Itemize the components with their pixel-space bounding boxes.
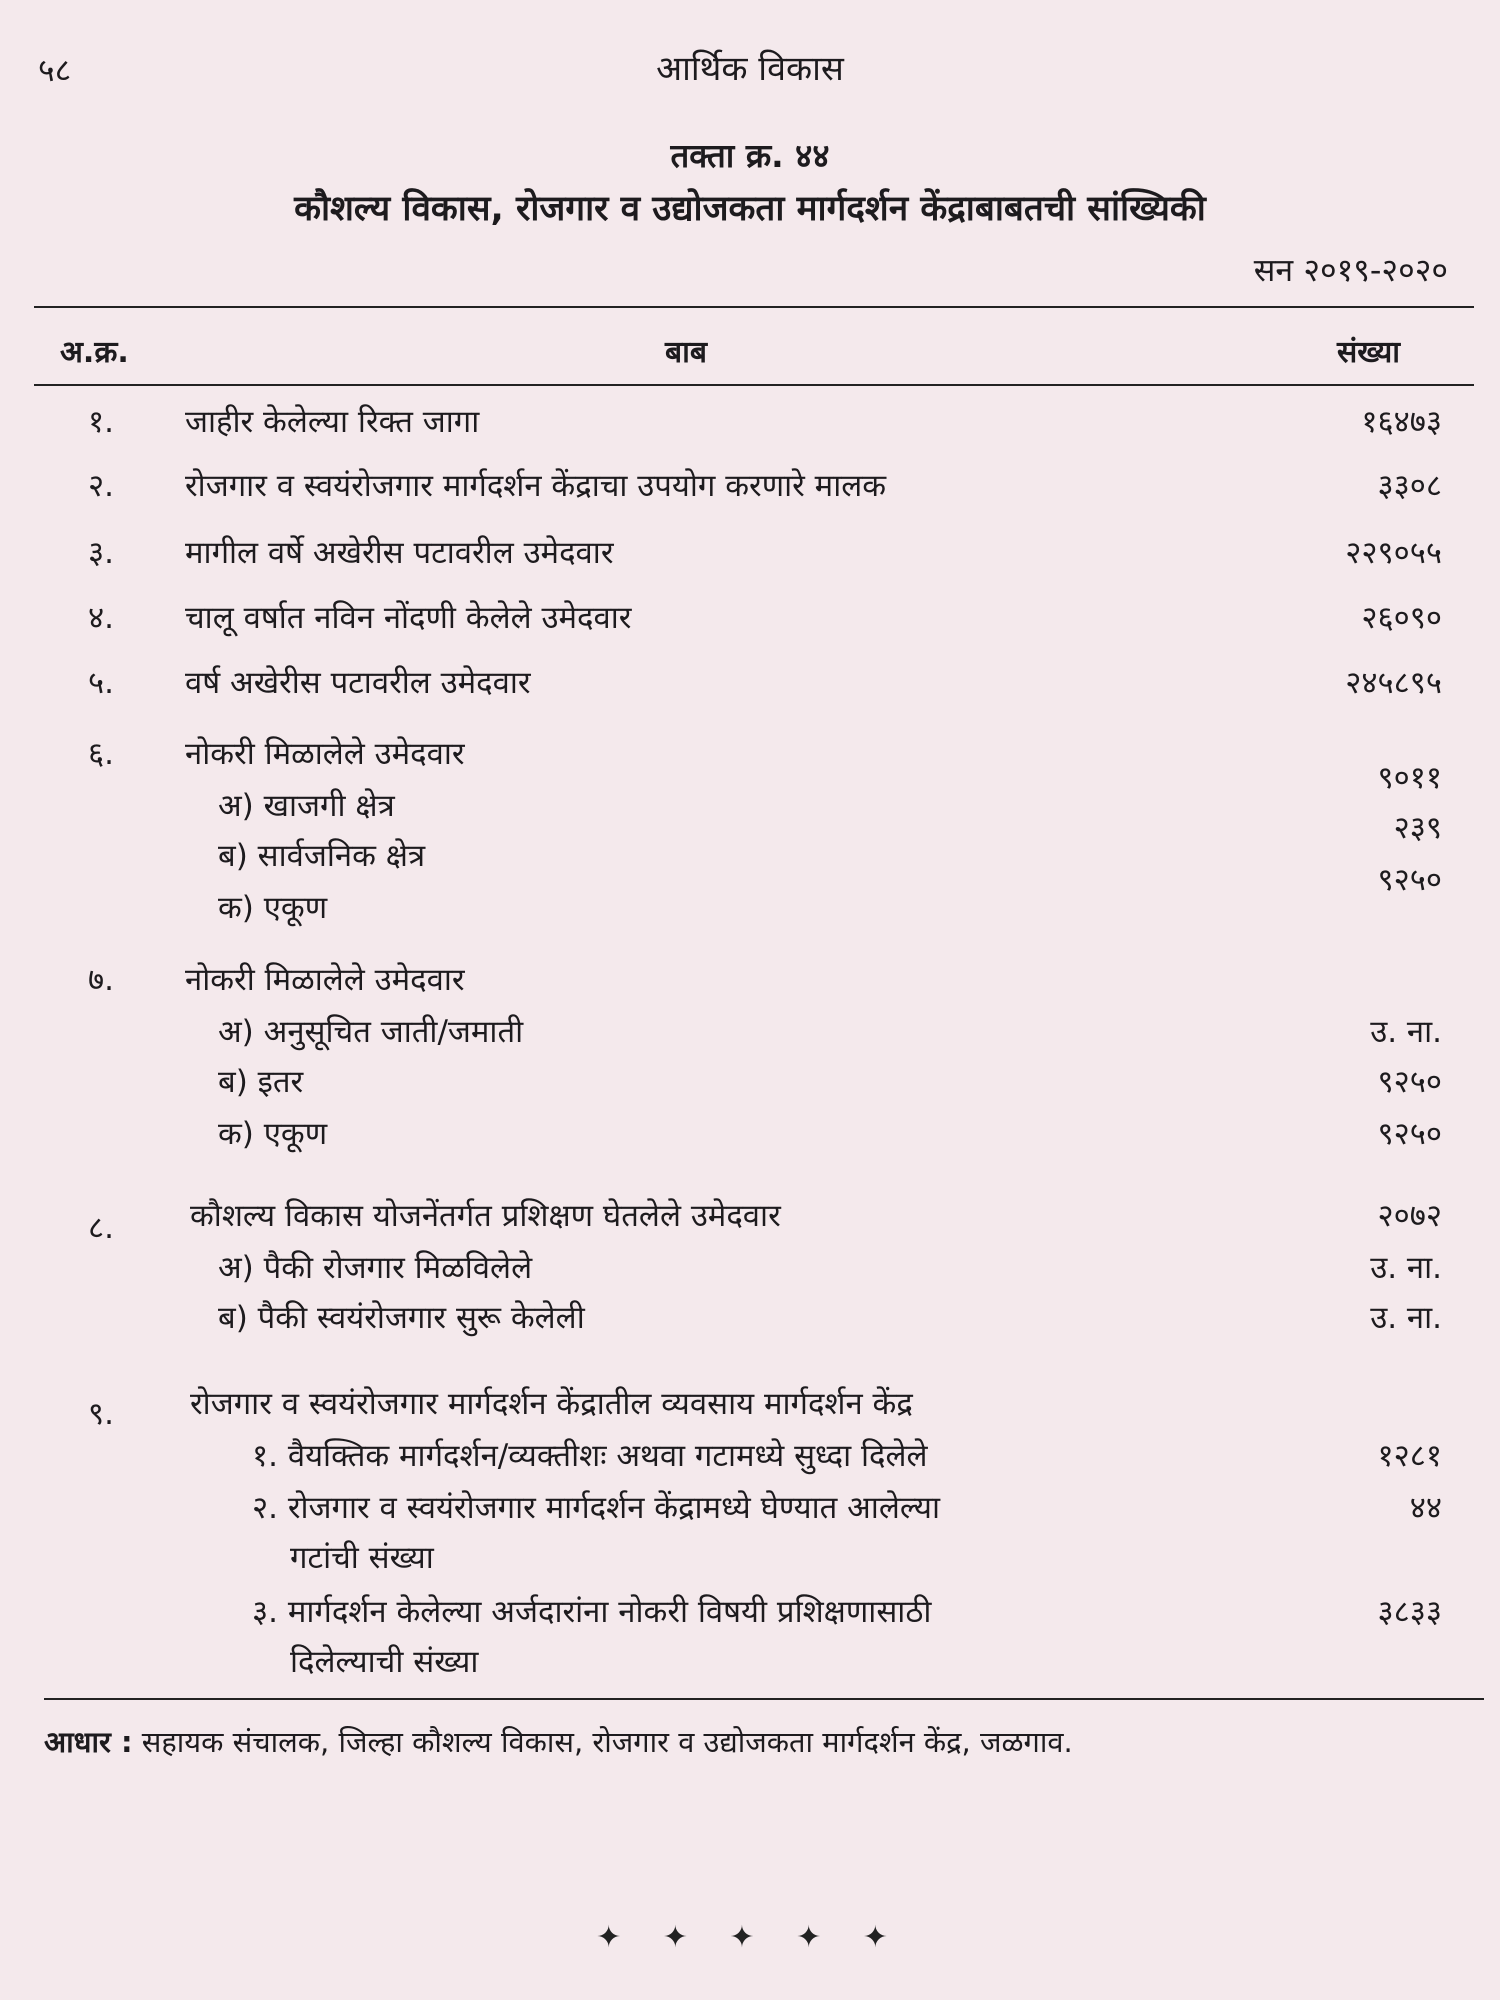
- table-row: [0, 1484, 1500, 1532]
- row-value: उ. ना.: [1370, 1014, 1442, 1050]
- source-note: [44, 1722, 1073, 1761]
- row-label: क) एकूण: [218, 1116, 328, 1152]
- header-rule: [34, 384, 1474, 386]
- row-label: अ) पैकी रोजगार मिळविलेले: [218, 1250, 533, 1286]
- table-row: [0, 659, 1500, 707]
- row-label: मागील वर्षे अखेरीस पटावरील उमेदवार: [185, 535, 614, 571]
- table-row: [0, 1192, 1500, 1246]
- row-value: २६०९०: [1361, 600, 1442, 636]
- row-number: ६.: [88, 736, 114, 772]
- row-number: ३.: [88, 535, 114, 571]
- row-value: ९२५०: [1377, 1116, 1442, 1152]
- bottom-rule: [44, 1698, 1484, 1700]
- table-row: [0, 1008, 1500, 1056]
- table-row: [0, 398, 1500, 446]
- table-row: [0, 1294, 1500, 1342]
- table-row: [0, 1380, 1500, 1432]
- header-sr: अ.क्र.: [60, 335, 129, 370]
- row-value: ९०११: [1377, 760, 1442, 796]
- row-label: नोकरी मिळालेले उमेदवार: [185, 736, 465, 772]
- row-label: कौशल्य विकास योजनेंतर्गत प्रशिक्षण घेतलेले उमेदवार: [190, 1198, 781, 1234]
- row-value: ९२५०: [1377, 862, 1442, 898]
- row-value: १६४७३: [1361, 404, 1442, 440]
- row-number: ९.: [88, 1396, 114, 1432]
- table-row: [0, 1588, 1500, 1636]
- row-value: ३८३३: [1377, 1594, 1442, 1630]
- table-row: [0, 1534, 1500, 1582]
- table-row: [0, 1432, 1500, 1480]
- table-row: [0, 462, 1500, 510]
- page-number: ५८: [38, 51, 72, 89]
- row-label: क) एकूण: [218, 890, 328, 926]
- row-value: २४५८९५: [1345, 665, 1442, 701]
- row-value: ४४: [1409, 1490, 1442, 1526]
- source-text: सहायक संचालक, जिल्हा कौशल्य विकास, रोजगार व उद्योजकता मार्गदर्शन केंद्र, जळगाव.: [141, 1725, 1073, 1759]
- row-value: २३९: [1393, 810, 1442, 846]
- row-label: चालू वर्षात नविन नोंदणी केलेले उमेदवार: [185, 600, 632, 636]
- row-label: रोजगार व स्वयंरोजगार मार्गदर्शन केंद्राचा उपयोग करणारे मालक: [185, 468, 887, 504]
- row-number: ४.: [88, 600, 114, 636]
- row-label: ब) सार्वजनिक क्षेत्र: [218, 838, 426, 874]
- row-value: उ. ना.: [1370, 1300, 1442, 1336]
- row-value: उ. ना.: [1370, 1250, 1442, 1286]
- row-label: नोकरी मिळालेले उमेदवार: [185, 962, 465, 998]
- row-number: ७.: [88, 962, 114, 998]
- ornament: ✦ ✦ ✦ ✦ ✦: [596, 1920, 904, 1955]
- table-row: [0, 956, 1500, 1004]
- row-label: ब) इतर: [218, 1064, 304, 1100]
- row-number: ५.: [88, 665, 114, 701]
- row-number: ८.: [88, 1210, 114, 1246]
- row-value: १२८१: [1377, 1438, 1442, 1474]
- header-item: बाब: [665, 335, 708, 370]
- row-value: ९२५०: [1377, 1064, 1442, 1100]
- year-label: सन २०१९-२०२०: [1253, 251, 1448, 289]
- row-value: २०७२: [1377, 1198, 1442, 1234]
- table-row: [0, 730, 1500, 778]
- running-title: आर्थिक विकास: [656, 49, 844, 89]
- table-row: [0, 810, 1500, 880]
- table-row: [0, 1638, 1500, 1686]
- row-label: ब) पैकी स्वयंरोजगार सुरू केलेली: [218, 1300, 585, 1336]
- source-label: आधार :: [44, 1725, 133, 1759]
- row-number: १.: [88, 404, 114, 440]
- table-title: कौशल्य विकास, रोजगार व उद्योजकता मार्गदर्शन केंद्राबाबतची सांख्यिकी: [294, 189, 1206, 229]
- row-label: १. वैयक्तिक मार्गदर्शन/व्यक्तीशः अथवा गटामध्ये सुध्दा दिलेले: [252, 1438, 928, 1474]
- table-row: [0, 760, 1500, 830]
- table-row: [0, 594, 1500, 642]
- row-label: गटांची संख्या: [290, 1540, 434, 1576]
- row-label: दिलेल्याची संख्या: [290, 1644, 479, 1680]
- row-label: ३. मार्गदर्शन केलेल्या अर्जदारांना नोकरी विषयी प्रशिक्षणासाठी: [252, 1594, 932, 1630]
- row-label: अ) अनुसूचित जाती/जमाती: [218, 1014, 524, 1050]
- row-label: वर्ष अखेरीस पटावरील उमेदवार: [185, 665, 531, 701]
- row-label: २. रोजगार व स्वयंरोजगार मार्गदर्शन केंद्रामध्ये घेण्यात आलेल्या: [252, 1490, 941, 1526]
- row-label: अ) खाजगी क्षेत्र: [218, 788, 395, 824]
- table-row: [0, 1110, 1500, 1158]
- table-row: [0, 529, 1500, 577]
- table-number: तक्ता क्र. ४४: [670, 136, 830, 175]
- header-count: संख्या: [1337, 335, 1400, 370]
- row-number: २.: [88, 468, 114, 504]
- row-value: २२९०५५: [1345, 535, 1442, 571]
- top-rule: [34, 306, 1474, 308]
- table-row: [0, 1058, 1500, 1106]
- row-value: ३३०८: [1377, 468, 1442, 504]
- row-label: रोजगार व स्वयंरोजगार मार्गदर्शन केंद्रातील व्यवसाय मार्गदर्शन केंद्र: [190, 1386, 913, 1422]
- table-row: [0, 862, 1500, 932]
- row-label: जाहीर केलेल्या रिक्त जागा: [185, 404, 480, 440]
- table-row: [0, 1244, 1500, 1292]
